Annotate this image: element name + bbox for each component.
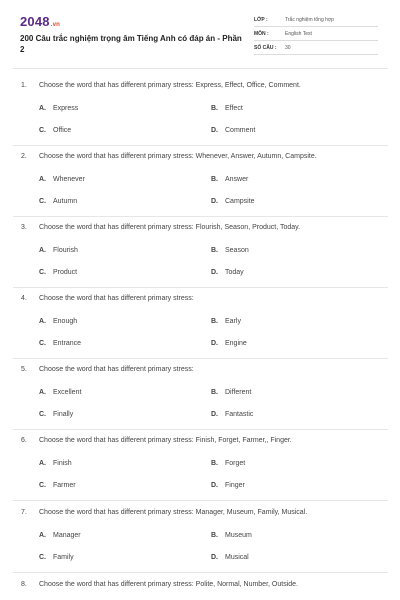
question-text: Choose the word that has different primary stress: Flourish, Season, Product, Today. xyxy=(39,224,301,231)
option-text: Whenever xyxy=(53,176,85,183)
option-c[interactable] xyxy=(39,482,76,489)
option-text: Engine xyxy=(225,340,247,347)
option-d[interactable] xyxy=(211,269,244,276)
option-c[interactable] xyxy=(39,269,77,276)
divider xyxy=(13,287,388,288)
option-c[interactable] xyxy=(39,127,71,134)
question-number: 8. xyxy=(21,581,27,588)
option-text: Today xyxy=(225,269,244,276)
question-text: Choose the word that has different primary stress: xyxy=(39,295,194,302)
question-text: Choose the word that has different primary stress: Express, Effect, Office, Comment. xyxy=(39,82,301,89)
option-b[interactable] xyxy=(211,389,251,396)
option-a[interactable] xyxy=(39,105,78,112)
option-c[interactable] xyxy=(39,340,81,347)
divider xyxy=(13,572,388,573)
option-text: Effect xyxy=(225,105,243,112)
option-letter: C. xyxy=(39,198,46,205)
option-text: Family xyxy=(53,554,74,561)
question-text: Choose the word that has different primary stress: xyxy=(39,366,194,373)
option-a[interactable] xyxy=(39,389,81,396)
question-number: 4. xyxy=(21,295,27,302)
option-letter: D. xyxy=(211,269,218,276)
option-letter: A. xyxy=(39,460,46,467)
option-letter: A. xyxy=(39,247,46,254)
option-text: Product xyxy=(53,269,78,276)
meta-value: English Test xyxy=(285,31,312,37)
question-number: 2. xyxy=(21,153,27,160)
option-d[interactable] xyxy=(211,127,255,134)
option-letter: B. xyxy=(211,105,218,112)
question-text: Choose the word that has different primary stress: Finish, Forget, Farmer,, Finger. xyxy=(39,437,292,444)
option-text: Early xyxy=(225,318,241,325)
option-letter: C. xyxy=(39,340,46,347)
option-b[interactable] xyxy=(211,318,241,325)
option-letter: D. xyxy=(211,340,218,347)
option-text: Musical xyxy=(225,554,249,561)
option-letter: B. xyxy=(211,460,218,467)
option-letter: B. xyxy=(211,247,218,254)
option-text: Autumn xyxy=(53,198,78,205)
question-item xyxy=(0,509,400,581)
option-letter: B. xyxy=(211,389,218,396)
option-d[interactable] xyxy=(211,554,249,561)
option-text: Different xyxy=(225,389,252,396)
option-text: Campsite xyxy=(225,198,255,205)
question-item xyxy=(0,153,400,225)
option-letter: D. xyxy=(211,127,218,134)
divider xyxy=(13,68,388,69)
option-letter: C. xyxy=(39,482,46,489)
option-text: Comment xyxy=(225,127,256,134)
option-letter: A. xyxy=(39,176,46,183)
question-item xyxy=(0,581,400,595)
option-letter: A. xyxy=(39,318,46,325)
option-a[interactable] xyxy=(39,176,85,183)
divider xyxy=(13,500,388,501)
question-number: 1. xyxy=(21,82,27,89)
logo-suffix: .vn xyxy=(50,22,61,28)
option-a[interactable] xyxy=(39,318,77,325)
option-d[interactable] xyxy=(211,340,247,347)
question-number: 7. xyxy=(21,509,27,516)
meta-count xyxy=(254,42,378,55)
logo-text: 2048 xyxy=(20,14,50,29)
option-text: Farmer xyxy=(53,482,76,489)
divider xyxy=(13,358,388,359)
meta-value: Trắc nghiệm tổng hợp xyxy=(285,17,334,23)
meta-subject xyxy=(254,28,378,41)
question-number: 3. xyxy=(21,224,27,231)
option-c[interactable] xyxy=(39,198,77,205)
option-text: Excellent xyxy=(53,389,82,396)
question-item xyxy=(0,295,400,367)
option-letter: C. xyxy=(39,269,46,276)
option-text: Finally xyxy=(53,411,74,418)
question-item xyxy=(0,224,400,296)
option-letter: C. xyxy=(39,554,46,561)
question-number: 6. xyxy=(21,437,27,444)
option-letter: C. xyxy=(39,127,46,134)
option-b[interactable] xyxy=(211,176,248,183)
option-text: Season xyxy=(225,247,249,254)
option-b[interactable] xyxy=(211,532,252,539)
option-text: Express xyxy=(53,105,79,112)
question-item xyxy=(0,366,400,438)
divider xyxy=(13,429,388,430)
option-a[interactable] xyxy=(39,460,72,467)
question-item xyxy=(0,437,400,509)
meta-class xyxy=(254,14,378,27)
option-text: Answer xyxy=(225,176,249,183)
option-letter: A. xyxy=(39,532,46,539)
option-letter: A. xyxy=(39,389,46,396)
option-letter: D. xyxy=(211,411,218,418)
question-text: Choose the word that has different primary stress: Whenever, Answer, Autumn, Campsite. xyxy=(39,153,317,160)
option-d[interactable] xyxy=(211,482,245,489)
option-letter: D. xyxy=(211,482,218,489)
option-text: Finger xyxy=(225,482,245,489)
meta-label: LỚP : xyxy=(254,17,268,23)
option-text: Museum xyxy=(225,532,252,539)
option-text: Fantastic xyxy=(225,411,254,418)
option-letter: C. xyxy=(39,411,46,418)
option-text: Forget xyxy=(225,460,246,467)
page-title: 200 Câu trắc nghiệm trọng âm Tiếng Anh có đáp án - Phần 2 xyxy=(20,34,242,54)
option-letter: B. xyxy=(211,318,218,325)
option-c[interactable] xyxy=(39,554,74,561)
option-b[interactable] xyxy=(211,105,243,112)
option-letter: A. xyxy=(39,105,46,112)
question-item xyxy=(0,82,400,154)
option-letter: D. xyxy=(211,554,218,561)
option-letter: B. xyxy=(211,532,218,539)
option-letter: D. xyxy=(211,198,218,205)
option-b[interactable] xyxy=(211,460,245,467)
question-text: Choose the word that has different primary stress: Polite, Normal, Number, Outside. xyxy=(39,581,298,588)
page-header xyxy=(0,0,400,64)
divider xyxy=(13,216,388,217)
option-text: Office xyxy=(53,127,72,134)
option-d[interactable] xyxy=(211,411,253,418)
question-text: Choose the word that has different primary stress: Manager, Museum, Family, Musical. xyxy=(39,509,308,516)
meta-label: SỐ CÂU : xyxy=(254,45,277,51)
option-text: Finish xyxy=(53,460,72,467)
option-text: Flourish xyxy=(53,247,78,254)
option-b[interactable] xyxy=(211,247,249,254)
site-logo[interactable] xyxy=(20,14,60,29)
option-d[interactable] xyxy=(211,198,255,205)
meta-value: 30 xyxy=(285,45,291,51)
option-c[interactable] xyxy=(39,411,73,418)
divider xyxy=(13,145,388,146)
option-text: Enough xyxy=(53,318,78,325)
option-letter: B. xyxy=(211,176,218,183)
question-number: 5. xyxy=(21,366,27,373)
meta-label: MÔN : xyxy=(254,31,269,37)
option-a[interactable] xyxy=(39,247,78,254)
option-a[interactable] xyxy=(39,532,81,539)
option-text: Entrance xyxy=(53,340,82,347)
option-text: Manager xyxy=(53,532,81,539)
